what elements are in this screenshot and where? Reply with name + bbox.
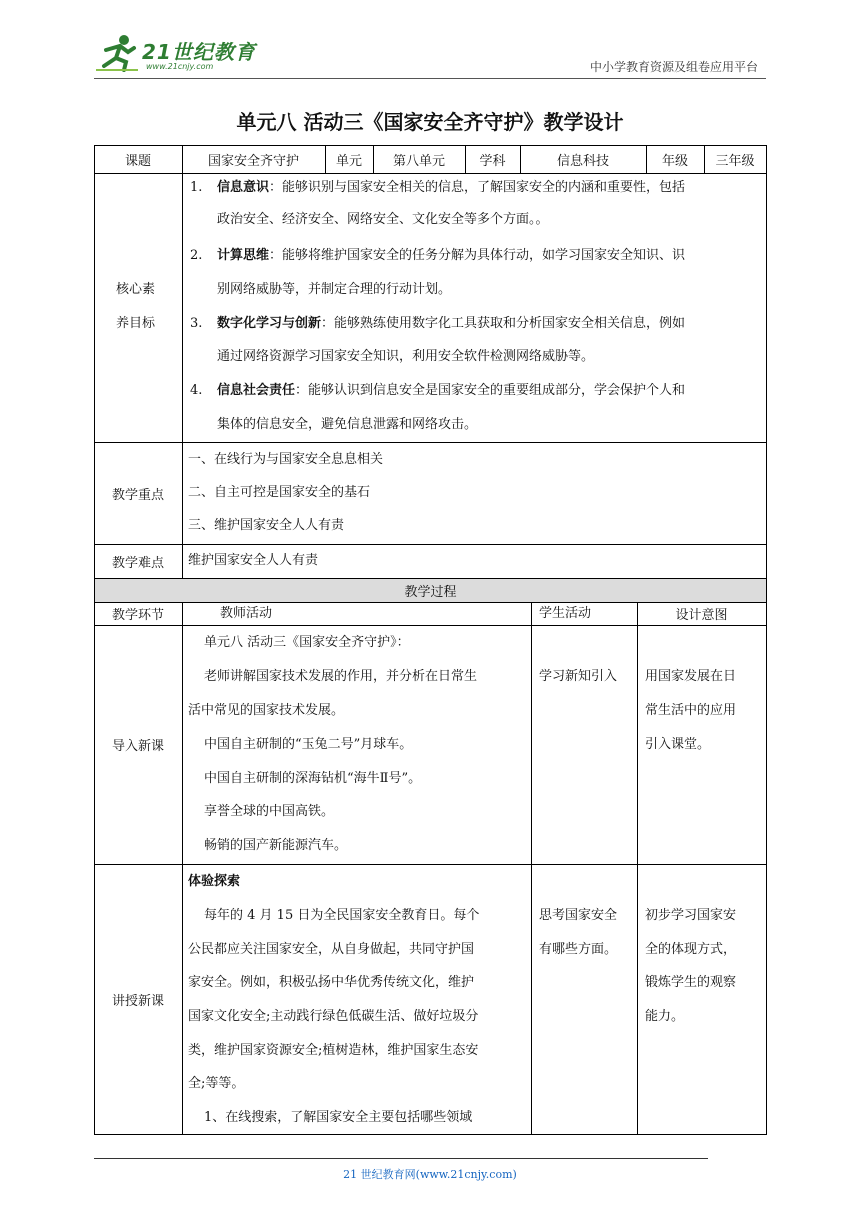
process-header: 教学过程 — [94, 579, 767, 602]
unit-label: 单元 — [335, 153, 362, 169]
lesson-student-line: 有哪些方面。 — [539, 942, 618, 957]
footer-divider — [94, 1158, 708, 1159]
intro-intent-line: 用国家发展在日 — [645, 669, 737, 684]
grade-value: 三年级 — [715, 153, 755, 169]
col-stage-header: 教学环节 — [111, 608, 164, 623]
lesson-teacher-line: 家安全。例如，积极弘扬中华优秀传统文化，维护 — [188, 975, 475, 990]
intro-teacher-line: 享誉全球的中国高铁。 — [204, 804, 335, 819]
lesson-teacher-line: 1、在线搜索，了解国家安全主要包括哪些领域 — [204, 1110, 473, 1125]
key-point-item: 三、维护国家安全人人有责 — [188, 518, 345, 533]
key-points-label: 教学重点 — [111, 487, 164, 503]
header-divider — [94, 78, 766, 79]
difficulty-label: 教学难点 — [111, 555, 164, 571]
intro-teacher-line: 老师讲解国家技术发展的作用，并分析在日常生 — [204, 669, 478, 684]
subject-value: 信息科技 — [556, 153, 609, 169]
topic-value: 国家安全齐守护 — [207, 153, 299, 169]
runner-logo-icon — [94, 32, 142, 72]
intro-student: 学习新知引入 — [539, 669, 618, 684]
difficulty-value: 维护国家安全人人有责 — [188, 553, 319, 568]
subject-label: 学科 — [479, 153, 506, 169]
lesson-teacher-line: 全;等等。 — [188, 1076, 245, 1091]
col-intent-header: 设计意图 — [675, 608, 728, 623]
objectives-label-line1: 核心素 — [116, 282, 156, 297]
lesson-intent-line: 初步学习国家安 — [645, 908, 737, 923]
lesson-teacher-heading: 体验探索 — [188, 874, 241, 889]
col-student-header: 学生活动 — [539, 606, 592, 621]
footer-link[interactable]: 21 世纪教育网(www.21cnjy.com) — [343, 1168, 517, 1181]
lesson-teacher-line: 公民都应关注国家安全，从自身做起，共同守护国 — [188, 942, 475, 957]
document-title: 单元八 活动三《国家安全齐守护》教学设计 — [236, 110, 624, 134]
col-teacher-header: 教师活动 — [220, 606, 273, 621]
unit-value: 第八单元 — [392, 153, 445, 169]
platform-name: 中小学教育资源及组卷应用平台 — [589, 60, 758, 74]
site-logo — [94, 32, 264, 72]
lesson-teacher-line: 国家文化安全;主动践行绿色低碳生活、做好垃圾分 — [188, 1009, 479, 1024]
intro-stage: 导入新课 — [111, 739, 164, 754]
intro-teacher-line: 单元八 活动三《国家安全齐守护》： — [204, 635, 410, 650]
intro-intent-line: 引入课堂。 — [645, 737, 711, 752]
key-point-item: 一、在线行为与国家安全息息相关 — [188, 452, 384, 467]
lesson-teacher-line: 每年的 4 月 15 日为全民国家安全教育日。每个 — [204, 908, 480, 923]
intro-teacher-line: 畅销的国产新能源汽车。 — [204, 838, 348, 853]
lesson-student-line: 思考国家安全 — [539, 908, 618, 923]
key-point-item: 二、自主可控是国家安全的基石 — [188, 485, 371, 500]
lesson-intent-line: 锻炼学生的观察 — [645, 975, 737, 990]
intro-teacher-line: 中国自主研制的“玉兔二号”月球车。 — [204, 737, 413, 752]
grade-label: 年级 — [661, 153, 688, 169]
lesson-intent-line: 全的体现方式， — [645, 942, 737, 957]
logo-url: www.21cnjy.com — [146, 62, 214, 71]
intro-teacher-line: 活中常见的国家技术发展。 — [188, 703, 345, 718]
intro-intent-line: 常生活中的应用 — [645, 703, 737, 718]
logo-text: 21世纪教育 — [142, 40, 256, 64]
page-header — [94, 30, 766, 78]
lesson-stage: 讲授新课 — [111, 993, 164, 1009]
intro-teacher-line: 中国自主研制的深海钻机“海牛Ⅱ号”。 — [204, 771, 422, 786]
lesson-intent-line: 能力。 — [645, 1009, 685, 1024]
topic-label: 课题 — [124, 153, 151, 169]
objectives-label-line2: 养目标 — [116, 316, 156, 331]
lesson-teacher-line: 类，维护国家资源安全;植树造林，维护国家生态安 — [188, 1043, 479, 1058]
